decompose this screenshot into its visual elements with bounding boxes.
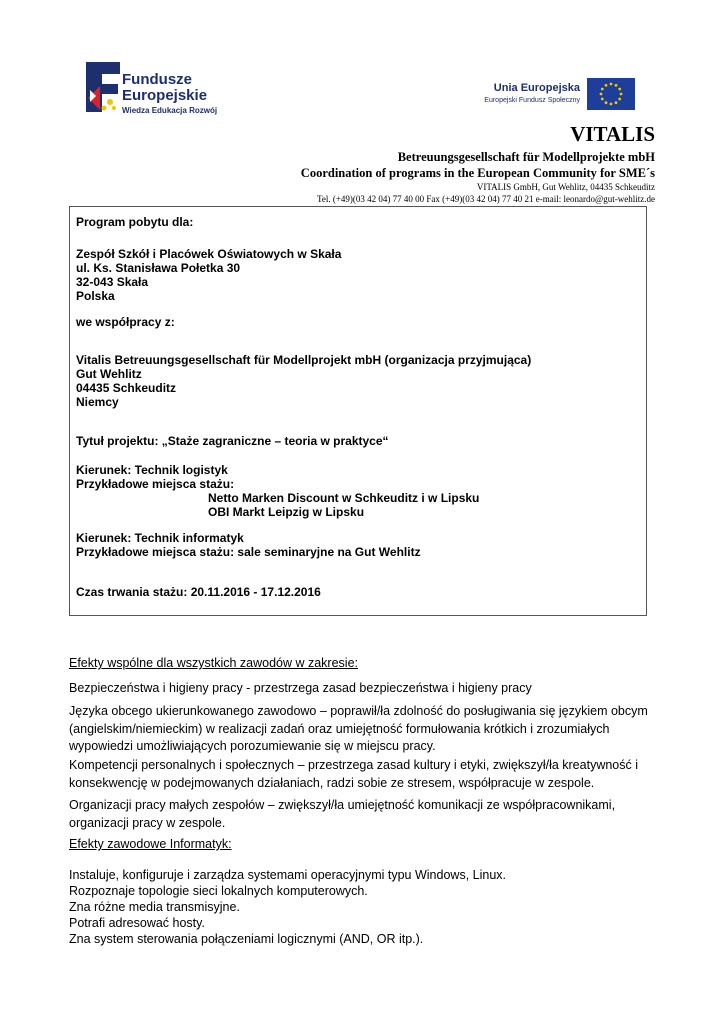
cooperation-label: we współpracy z: [76,315,175,329]
logistics-place-2: OBI Markt Leipzig w Lipsku [208,505,365,519]
common-effect-2: Języka obcego ukierunkowanego zawodowo – poprawił/ła zdolność do posługiwania się językiem obcym (angielskim/niemieckim) w realizacji zadań oraz umiejętność formułowania krótkich i zrozumiałych wypowiedzi umożliwiających porozumiewanie się w miejscu pracy. [69,704,648,753]
header-contact: Tel. (+49)(03 42 04) 77 40 00 Fax (+49)(03 42 04) 77 40 21 e-mail: leonardo@gut-wehlitz.de [317,194,655,204]
eu-name: Unia Europejska [493,82,580,94]
eu-logo-text [466,82,580,104]
program-heading: Program pobytu dla: [76,215,194,229]
partner-country: Niemcy [76,395,119,409]
school-name: Zespół Szkół i Placówek Oświatowych w Skała [76,247,342,261]
it-effect-5: Zna system sterowania połączeniami logicznymi (AND, OR itp.). [69,932,424,946]
partner-street: Gut Wehlitz [76,367,142,381]
it-places-label: Przykładowe miejsca stażu: sale seminaryjne na Gut Wehlitz [76,545,421,559]
school-country: Polska [76,289,115,303]
common-effect-3: Kompetencji personalnych i społecznych – przestrzega zasad kultury i etyki, zwiększył/ła kreatywność i konsekwencję w podejmowanych działaniach, radzi sobie ze stresem, współpracuje w zespole. [69,758,638,790]
internship-duration: Czas trwania stażu: 20.11.2016 - 17.12.2016 [76,585,321,599]
partner-city: 04435 Schkeuditz [76,381,177,395]
school-city: 32-043 Skała [76,275,149,289]
direction-it: Kierunek: Technik informatyk [76,531,244,545]
vitalis-title: VITALIS [570,122,655,146]
logistics-place-1: Netto Marken Discount w Schkeuditz i w Lipsku [208,491,480,505]
fe-subtitle: Wiedza Edukacja Rozwój [122,106,218,115]
school-street: ul. Ks. Stanisława Połetka 30 [76,261,241,275]
eu-flag-icon [587,78,635,110]
eu-subtitle: Europejski Fundusz Społeczny [484,97,580,104]
fundusze-europejskie-text [122,72,217,115]
project-title: Tytuł projektu: „Staże zagraniczne – teoria w praktyce“ [76,434,389,448]
program-box [69,206,647,616]
direction-logistics: Kierunek: Technik logistyk [76,463,228,477]
it-effects-heading: Efekty zawodowe Informatyk: [69,837,232,851]
header-address: VITALIS GmbH, Gut Wehlitz, 04435 Schkeuditz [476,182,655,192]
common-effect-4: Organizacji pracy małych zespołów – zwiększył/ła umiejętność komunikacji ze współpracownikami, organizacji pracy w zespole. [69,798,616,830]
header-line1: Betreuungsgesellschaft für Modellprojekte mbH [397,150,655,164]
header-line2: Coordination of programs in the European Community for SME´s [300,166,655,180]
it-effect-1: Instaluje, konfiguruje i zarządza systemami operacyjnymi typu Windows, Linux. [69,868,506,882]
it-effect-3: Zna różne media transmisyjne. [69,900,240,914]
logistics-places-label: Przykładowe miejsca stażu: [76,477,235,491]
it-effect-4: Potrafi adresować hosty. [69,916,205,930]
fe-name-line1: Fundusze [122,71,192,88]
fe-name-line2: Europejskie [122,87,208,104]
partner-name: Vitalis Betreuungsgesellschaft für Modellprojekt mbH (organizacja przyjmująca) [76,353,532,367]
common-effect-1: Bezpieczeństwa i higieny pracy - przestrzega zasad bezpieczeństwa i higieny pracy [69,681,532,695]
it-effect-2: Rozpoznaje topologie sieci lokalnych komputerowych. [69,884,368,898]
common-effects-heading: Efekty wspólne dla wszystkich zawodów w zakresie: [69,656,359,670]
